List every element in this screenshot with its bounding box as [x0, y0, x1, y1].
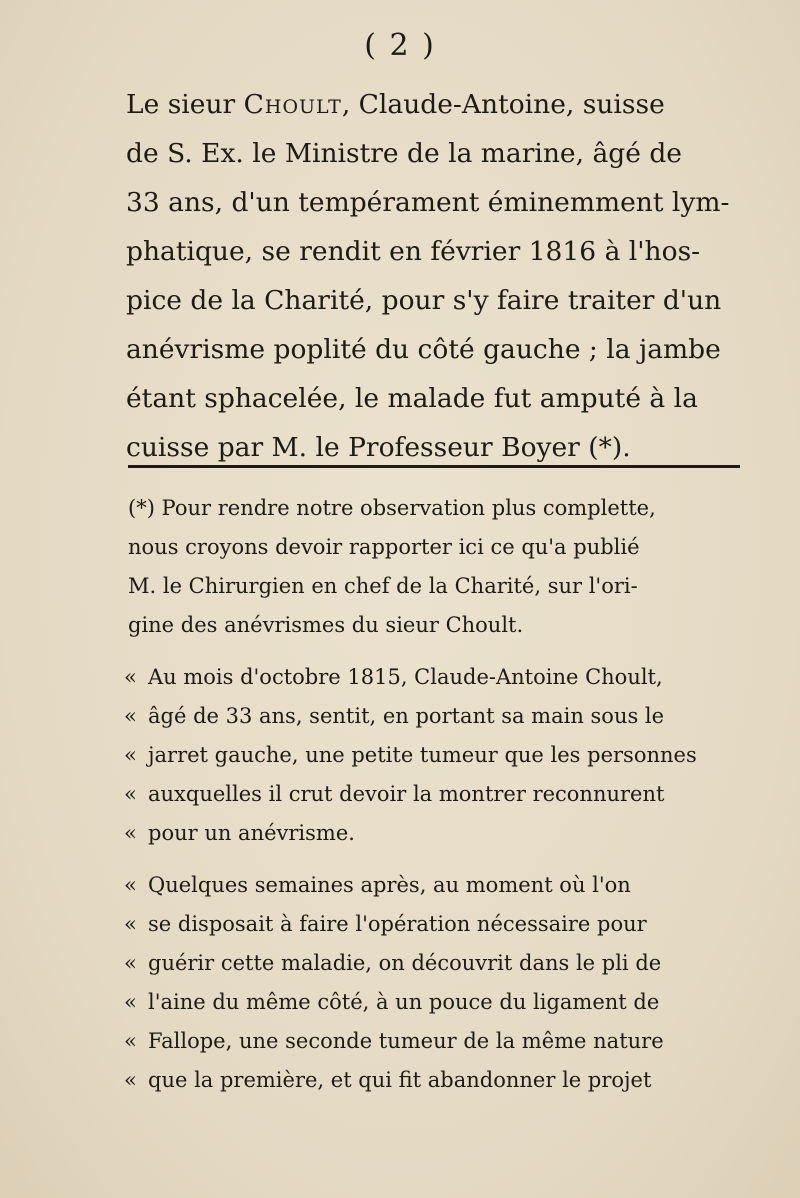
quote-line: « se disposait à faire l'opération nécessaire pour: [128, 905, 740, 944]
quote-line: « Quelques semaines après, au moment où l'on: [128, 866, 740, 905]
guillemet: «: [124, 821, 137, 845]
footnote-line: M. le Chirurgien en chef de la Charité, sur l'ori-: [128, 574, 638, 598]
footnote-divider: [128, 465, 740, 468]
surname: Choult: [243, 89, 342, 120]
quote-line: « l'aine du même côté, à un pouce du ligament de: [128, 983, 740, 1022]
main-line: phatique, se rendit en février 1816 à l'hos-: [126, 236, 701, 267]
guillemet: «: [124, 782, 137, 806]
main-line: pice de la Charité, pour s'y faire traiter d'un: [126, 285, 722, 316]
main-line: Le sieur Choult, Claude-Antoine, suisse: [126, 89, 665, 120]
guillemet: «: [124, 990, 137, 1014]
footnote-line: gine des anévrismes du sieur Choult.: [128, 613, 524, 637]
quote-line: « que la première, et qui fit abandonner le projet: [128, 1061, 740, 1100]
guillemet: «: [124, 665, 137, 689]
guillemet: «: [124, 1068, 137, 1092]
quote-line: « âgé de 33 ans, sentit, en portant sa main sous le: [128, 697, 740, 736]
page-number: ( 2 ): [364, 28, 436, 63]
guillemet: «: [124, 873, 137, 897]
main-line: de S. Ex. le Ministre de la marine, âgé de: [126, 138, 682, 169]
main-paragraph: [126, 80, 738, 472]
quote-line: « pour un anévrisme.: [128, 814, 740, 853]
guillemet: «: [124, 912, 137, 936]
footnote-line: nous croyons devoir rapporter ici ce qu'a publié: [128, 535, 640, 559]
guillemet: «: [124, 951, 137, 975]
quote-line: « auxquelles il crut devoir la montrer reconnurent: [128, 775, 740, 814]
footnote: [124, 489, 740, 1100]
footnote-line: (*) Pour rendre notre observation plus complette,: [128, 496, 656, 520]
main-line: 33 ans, d'un tempérament éminemment lym-: [126, 187, 730, 218]
quote-line: « guérir cette maladie, on découvrit dans le pli de: [128, 944, 740, 983]
guillemet: «: [124, 743, 137, 767]
main-line: anévrisme poplité du côté gauche ; la jambe: [126, 334, 721, 365]
quote-line: « Au mois d'octobre 1815, Claude-Antoine Choult,: [128, 658, 740, 697]
quote-line: « Fallope, une seconde tumeur de la même nature: [128, 1022, 740, 1061]
guillemet: «: [124, 1029, 137, 1053]
main-line: cuisse par M. le Professeur Boyer (*).: [126, 432, 631, 463]
quote-line: « jarret gauche, une petite tumeur que les personnes: [128, 736, 740, 775]
main-line: étant sphacelée, le malade fut amputé à la: [126, 383, 698, 414]
guillemet: «: [124, 704, 137, 728]
